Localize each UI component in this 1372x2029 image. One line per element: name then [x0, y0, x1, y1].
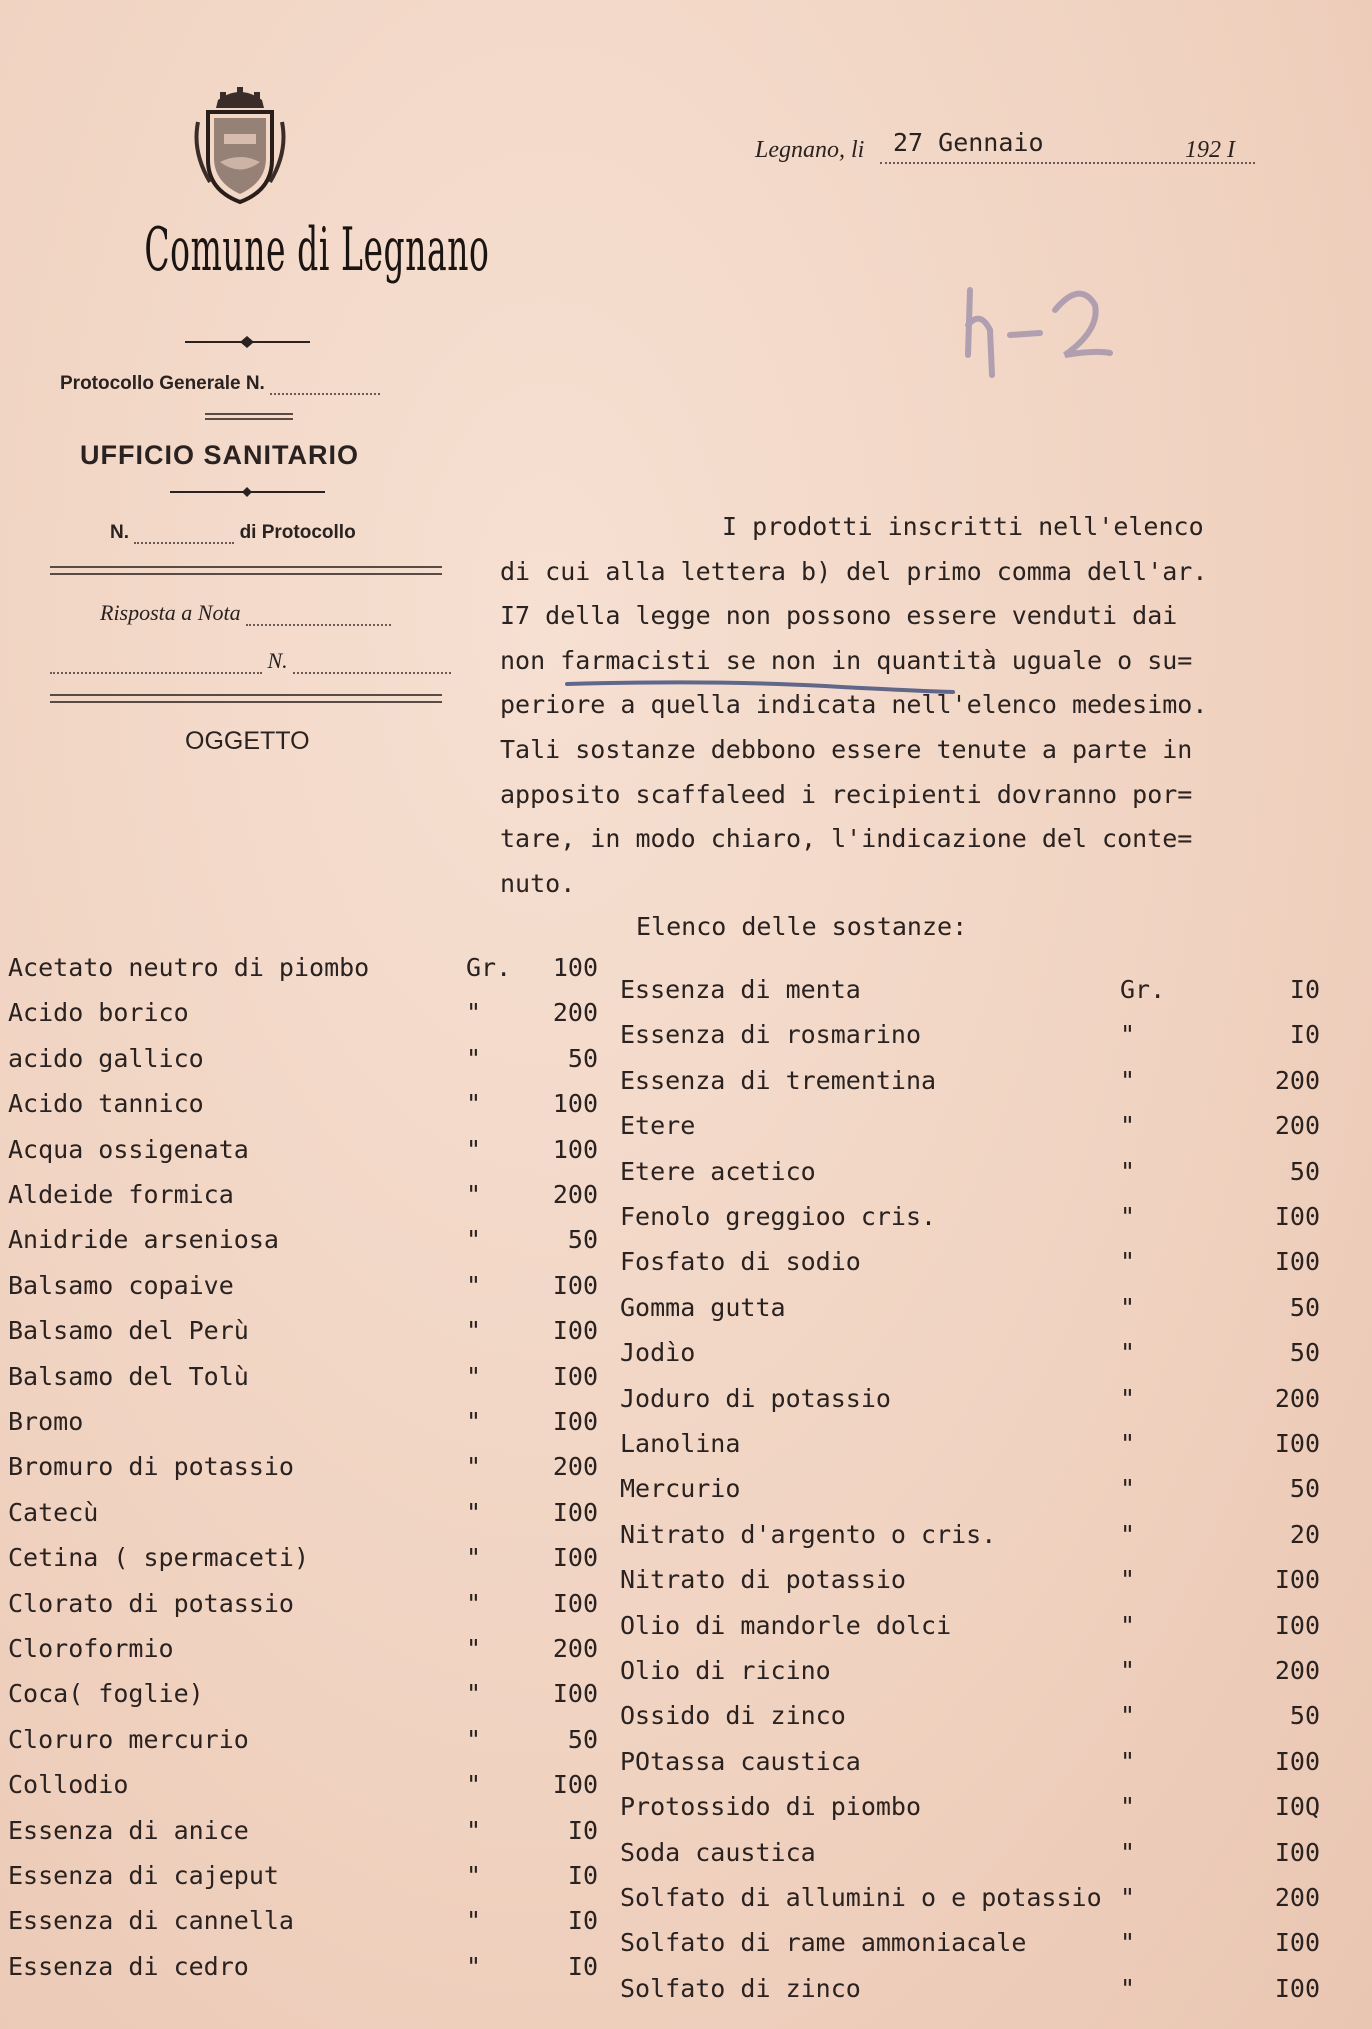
quantity: I00 — [1274, 1928, 1320, 1958]
substance-name: acido gallico — [8, 1043, 204, 1073]
handwritten-underline — [565, 676, 955, 698]
unit-mark: " — [1120, 1247, 1136, 1277]
unit-mark: " — [1120, 1292, 1136, 1322]
quantity: I00 — [1274, 1837, 1320, 1867]
quantity: I00 — [552, 1770, 598, 1800]
unit-mark: " — [1120, 1973, 1136, 2003]
quantity: I00 — [552, 1588, 598, 1618]
unit-mark: " — [1120, 1928, 1136, 1958]
paragraph-line: tare, in modo chiaro, l'indicazione del conte= — [500, 824, 1193, 854]
divider-ornament — [185, 334, 310, 350]
quantity: 50 — [1289, 1701, 1320, 1731]
substance-name: Jodìo — [620, 1338, 696, 1368]
substance-name: Bromo — [8, 1407, 84, 1436]
unit-mark: " — [466, 998, 482, 1028]
unit-mark: " — [466, 1679, 482, 1709]
substance-name: Cloruro mercurio — [8, 1724, 249, 1754]
unit-mark: " — [466, 1951, 482, 1981]
nota-blank-right — [293, 672, 451, 674]
substance-name: Solfato di zinco — [620, 1973, 861, 2003]
quantity: I00 — [1274, 1973, 1320, 2003]
unit-mark: " — [1120, 1746, 1136, 1776]
substance-name: Essenza di cajeput — [8, 1861, 279, 1890]
substance-name: Acido borico — [8, 998, 189, 1028]
unit-mark: " — [1120, 1701, 1136, 1731]
substance-name: Balsamo del Tolù — [8, 1361, 249, 1391]
substance-name: Joduro di potassio — [620, 1383, 891, 1413]
quantity: I0 — [1289, 975, 1320, 1004]
substance-name: Fenolo greggioo cris. — [620, 1202, 937, 1231]
substance-name: Clorato di potassio — [8, 1588, 294, 1618]
unit-mark: " — [466, 1407, 482, 1436]
substance-name: Bromuro di potassio — [8, 1452, 294, 1482]
substance-name: Soda caustica — [620, 1837, 816, 1867]
quantity: 50 — [1289, 1338, 1320, 1368]
substance-name: Nitrato d'argento o cris. — [620, 1519, 997, 1549]
paragraph-line: I7 della legge non possono essere venduti dai — [500, 601, 1178, 631]
substance-name: Catecù — [8, 1497, 99, 1527]
quantity: 200 — [552, 1634, 598, 1663]
substance-name: Balsamo copaive — [8, 1270, 234, 1300]
quantity: I00 — [1274, 1429, 1320, 1458]
unit-mark: " — [1120, 1338, 1136, 1368]
double-rule — [50, 566, 442, 568]
unit-mark: " — [466, 1497, 482, 1527]
quantity: I00 — [552, 1497, 598, 1527]
substance-name: Solfato di rame ammoniacale — [620, 1928, 1027, 1958]
substance-name: Aldeide formica — [8, 1180, 234, 1209]
unit-mark: " — [1120, 1383, 1136, 1413]
unit-mark: " — [466, 1770, 482, 1800]
substance-name: Essenza di cedro — [8, 1951, 249, 1981]
date-year: 192 I — [1185, 137, 1235, 163]
municipality-title: Comune di Legnano — [144, 215, 490, 285]
unit-mark: " — [466, 1270, 482, 1300]
double-rule — [50, 694, 442, 696]
substance-name: Coca( foglie) — [8, 1679, 204, 1709]
date-city: Legnano, li — [755, 137, 865, 163]
substance-name: Essenza di menta — [620, 975, 861, 1004]
quantity: 100 — [552, 1089, 598, 1119]
quantity: I0Q — [1274, 1792, 1320, 1822]
unit-mark: " — [1120, 1610, 1136, 1640]
divider-ornament — [170, 484, 325, 500]
substance-name: Lanolina — [620, 1429, 741, 1458]
substance-name: POtassa caustica — [620, 1746, 861, 1776]
unit-mark: " — [1120, 1429, 1136, 1458]
substance-name: Essenza di rosmarino — [620, 1020, 922, 1050]
substance-name: Balsamo del Perù — [8, 1316, 249, 1346]
substance-name: Protossido di piombo — [620, 1792, 922, 1822]
substance-name: Ossido di zinco — [620, 1701, 846, 1731]
quantity: I00 — [552, 1270, 598, 1300]
quantity: 200 — [552, 1452, 598, 1482]
handwritten-annotation — [960, 275, 1120, 385]
paragraph-line: apposito scaffaleed i recipienti dovranno por= — [500, 779, 1193, 809]
protocollo-generale-label: Protocollo Generale N. — [60, 373, 265, 394]
unit-mark: " — [1120, 1065, 1136, 1095]
substance-name: Cloroformio — [8, 1634, 174, 1663]
unit-mark: " — [1120, 1111, 1136, 1141]
substance-name: Solfato di allumini o e potassio — [620, 1883, 1102, 1912]
quantity: 200 — [1274, 1383, 1320, 1413]
substance-name: Essenza di cannella — [8, 1906, 294, 1936]
substance-name: Acqua ossigenata — [8, 1134, 249, 1164]
unit-mark: " — [1120, 1565, 1136, 1595]
substance-name: Olio di ricino — [620, 1656, 831, 1685]
quantity: 50 — [1289, 1292, 1320, 1322]
quantity: I00 — [552, 1361, 598, 1391]
unit-mark: " — [466, 1180, 482, 1209]
unit-mark: Gr. — [1120, 975, 1166, 1004]
unit-mark: " — [466, 1724, 482, 1754]
unit-mark: " — [466, 1861, 482, 1890]
unit-mark: " — [466, 1634, 482, 1663]
unit-mark: " — [1120, 1656, 1136, 1685]
quantity: 50 — [1289, 1474, 1320, 1504]
quantity: 200 — [1274, 1656, 1320, 1685]
substance-name: Essenza di trementina — [620, 1065, 937, 1095]
unit-mark: " — [466, 1588, 482, 1618]
unit-mark: " — [1120, 1519, 1136, 1549]
unit-mark: " — [466, 1043, 482, 1073]
quantity: 200 — [1274, 1111, 1320, 1141]
unit-mark: " — [466, 1815, 482, 1845]
risposta-blank — [246, 624, 391, 626]
double-rule — [50, 573, 442, 575]
substance-name: Acetato neutro di piombo — [8, 953, 370, 982]
unit-mark: " — [466, 1089, 482, 1119]
quantity: I00 — [552, 1543, 598, 1573]
unit-mark: " — [466, 1452, 482, 1482]
paragraph-line: Tali sostanze debbono essere tenute a parte in — [500, 734, 1193, 764]
quantity: 50 — [567, 1043, 598, 1073]
substance-name: Collodio — [8, 1770, 129, 1800]
substance-name: Acido tannico — [8, 1089, 204, 1119]
risposta-field — [100, 600, 391, 626]
paragraph-line: I prodotti inscritti nell'elenco — [722, 512, 1204, 541]
unit-mark: " — [466, 1316, 482, 1346]
subject-label: OGGETTO — [185, 727, 310, 755]
quantity: I00 — [552, 1407, 598, 1436]
substance-name: Anidride arseniosa — [8, 1225, 279, 1255]
n-label-2: N. — [267, 648, 288, 673]
paragraph-line: di cui alla lettera b) del primo comma dell'ar. — [500, 556, 1208, 586]
body-paragraph — [500, 505, 1330, 906]
unit-mark: " — [466, 1906, 482, 1936]
risposta-label: Risposta a Nota — [100, 600, 241, 625]
unit-mark: " — [466, 1361, 482, 1391]
quantity: 200 — [552, 1180, 598, 1209]
unit-mark: " — [1120, 1156, 1136, 1186]
unit-mark: " — [466, 1543, 482, 1573]
paragraph-line: non farmacisti se non in quantità uguale o su= — [500, 645, 1193, 675]
date-day: 27 Gennaio — [893, 128, 1044, 157]
unit-mark: " — [1120, 1202, 1136, 1231]
substance-name: Mercurio — [620, 1474, 741, 1504]
department-heading: UFFICIO SANITARIO — [80, 440, 359, 470]
quantity: I0 — [567, 1861, 598, 1890]
unit-mark: " — [1120, 1837, 1136, 1867]
quantity: I00 — [552, 1679, 598, 1709]
quantity: I0 — [1289, 1020, 1320, 1050]
quantity: I00 — [1274, 1746, 1320, 1776]
quantity: 100 — [552, 953, 598, 982]
list-title: Elenco delle sostanze: — [636, 912, 968, 941]
paragraph-line: periore a quella indicata nell'elenco medesimo. — [500, 690, 1208, 720]
quantity: 100 — [552, 1134, 598, 1164]
substance-name: Olio di mandorle dolci — [620, 1610, 952, 1640]
quantity: I0 — [567, 1951, 598, 1981]
substance-name: Cetina ( spermaceti) — [8, 1543, 310, 1573]
short-rule — [205, 413, 293, 415]
short-rule — [205, 418, 293, 420]
unit-mark: " — [466, 1134, 482, 1164]
quantity: 200 — [552, 998, 598, 1028]
quantity: 20 — [1289, 1519, 1320, 1549]
protocol-number-blank — [134, 542, 234, 544]
quantity: I0 — [567, 1906, 598, 1936]
nota-blank-left — [50, 672, 262, 674]
substance-name: Nitrato di potassio — [620, 1565, 906, 1595]
protocollo-generale-field — [60, 373, 380, 395]
substance-name: Etere — [620, 1111, 696, 1141]
double-rule — [50, 701, 442, 703]
paragraph-line: nuto. — [500, 868, 576, 898]
unit-mark: " — [1120, 1474, 1136, 1504]
coat-of-arms-emblem — [190, 82, 290, 207]
quantity: I00 — [1274, 1565, 1320, 1595]
quantity: I0 — [567, 1815, 598, 1845]
di-protocollo-label: di Protocollo — [239, 522, 356, 543]
quantity: 50 — [1289, 1156, 1320, 1186]
unit-mark: " — [1120, 1792, 1136, 1822]
n-label: N. — [110, 522, 129, 543]
unit-mark: " — [1120, 1883, 1136, 1912]
quantity: 200 — [1274, 1883, 1320, 1912]
quantity: 50 — [567, 1724, 598, 1754]
protocollo-generale-blank — [270, 393, 380, 395]
unit-mark: Gr. — [466, 953, 512, 982]
quantity: 200 — [1274, 1065, 1320, 1095]
quantity: I00 — [1274, 1247, 1320, 1277]
unit-mark: " — [466, 1225, 482, 1255]
quantity: I00 — [552, 1316, 598, 1346]
substance-name: Gomma gutta — [620, 1292, 786, 1322]
substance-name: Fosfato di sodio — [620, 1247, 861, 1277]
quantity: 50 — [567, 1225, 598, 1255]
unit-mark: " — [1120, 1020, 1136, 1050]
protocol-number-field — [110, 522, 356, 544]
nota-number-field — [50, 648, 451, 674]
quantity: I00 — [1274, 1610, 1320, 1640]
substance-name: Essenza di anice — [8, 1815, 249, 1845]
substance-name: Etere acetico — [620, 1156, 816, 1186]
quantity: I00 — [1274, 1202, 1320, 1231]
